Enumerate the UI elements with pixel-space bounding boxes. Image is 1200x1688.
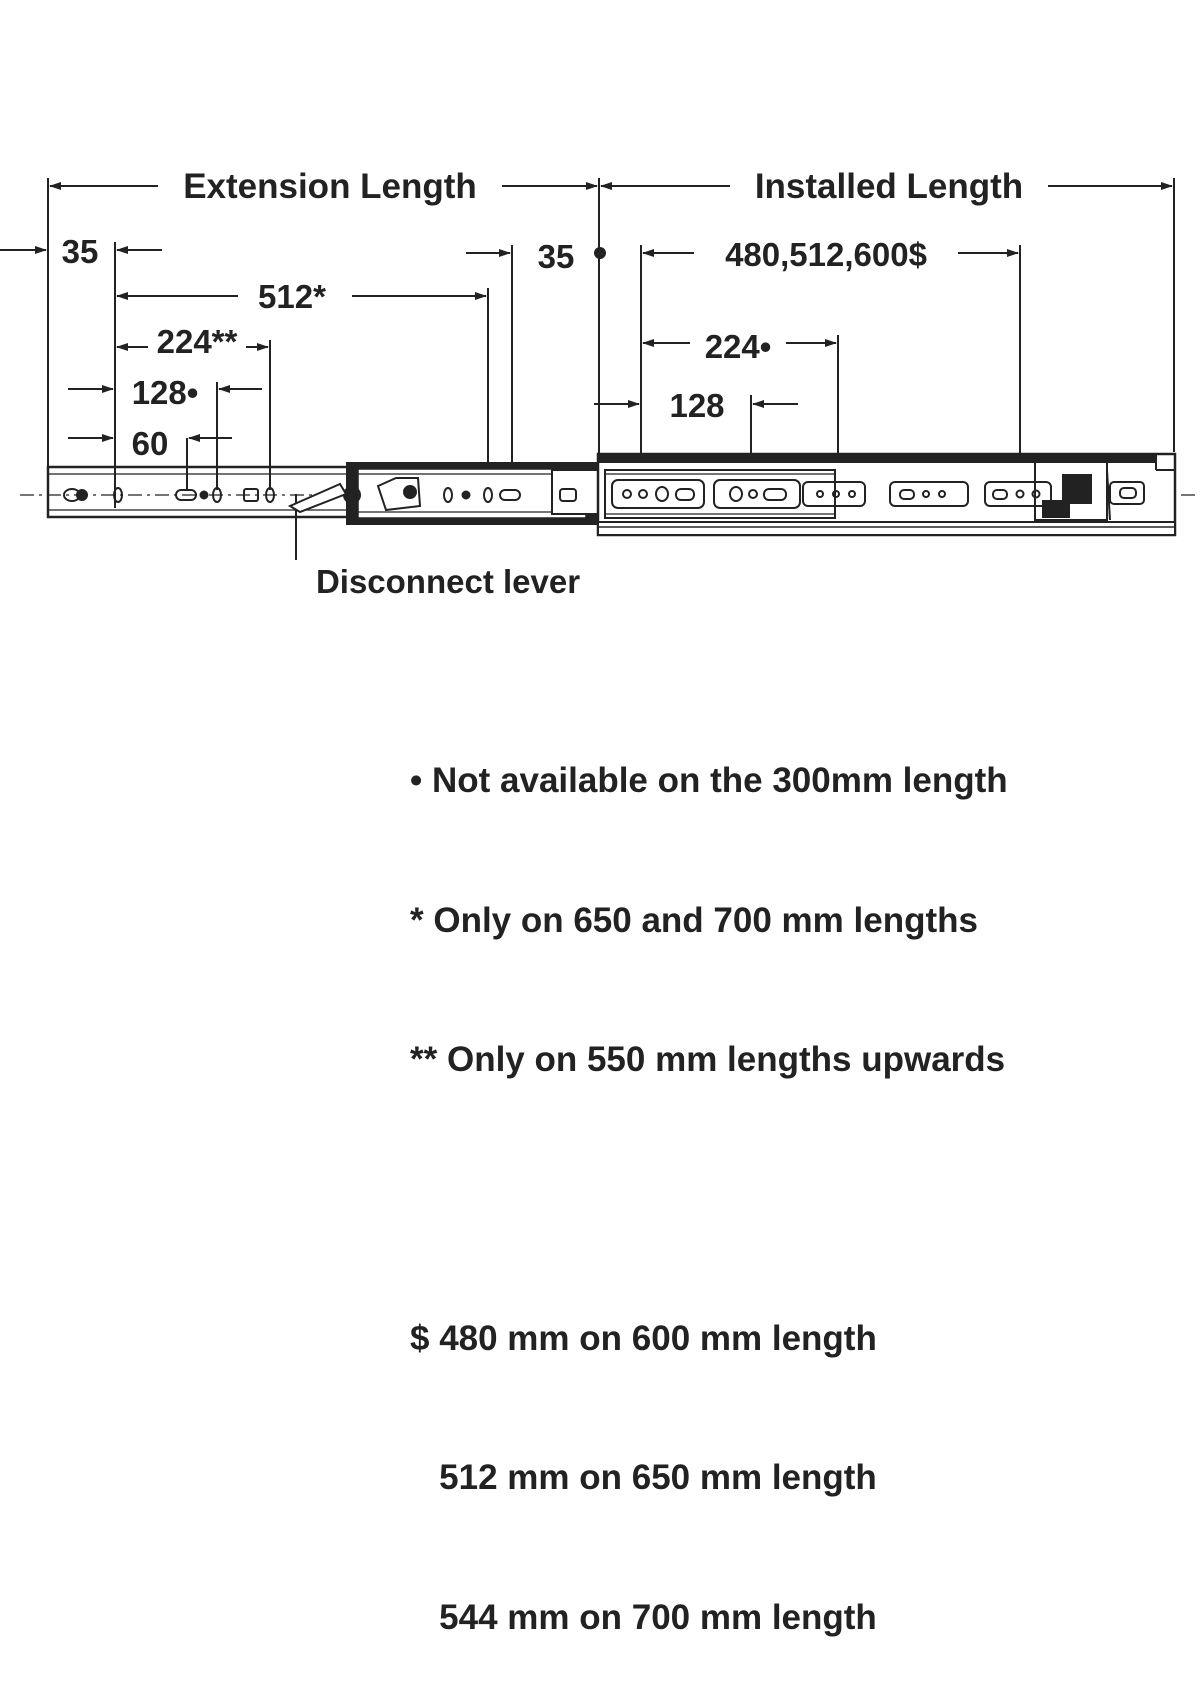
dim-480-512-600-label: 480,512,600$ bbox=[725, 236, 927, 273]
dim-128-right-label: 128 bbox=[669, 387, 725, 424]
dim-512-label: 512* bbox=[258, 278, 326, 315]
note-double-star: ** Only on 550 mm lengths upwards bbox=[410, 1040, 1006, 1079]
installed-length-label: Installed Length bbox=[754, 167, 1024, 206]
center-offset-35-label: 35 bbox=[537, 238, 575, 275]
note-bullet: • Not available on the 300mm length bbox=[410, 761, 1008, 800]
note-dollar-600: $ 480 mm on 600 mm length bbox=[410, 1318, 877, 1358]
note-dollar-700: 544 mm on 700 mm length bbox=[410, 1597, 877, 1637]
left-offset-35-label: 35 bbox=[61, 233, 99, 270]
dim-224-left-label: 224** bbox=[156, 323, 238, 360]
extension-length-label: Extension Length bbox=[183, 167, 477, 206]
footnotes bbox=[410, 665, 1170, 1688]
note-single-star: * Only on 650 and 700 mm lengths bbox=[410, 900, 978, 940]
note-dollar-650: 512 mm on 650 mm length bbox=[410, 1458, 877, 1497]
dim-224-right-label: 224• bbox=[704, 328, 772, 365]
dim-60-label: 60 bbox=[131, 425, 169, 462]
disconnect-lever-label: Disconnect lever bbox=[315, 563, 581, 600]
dim-128-left-label: 128• bbox=[131, 374, 199, 411]
